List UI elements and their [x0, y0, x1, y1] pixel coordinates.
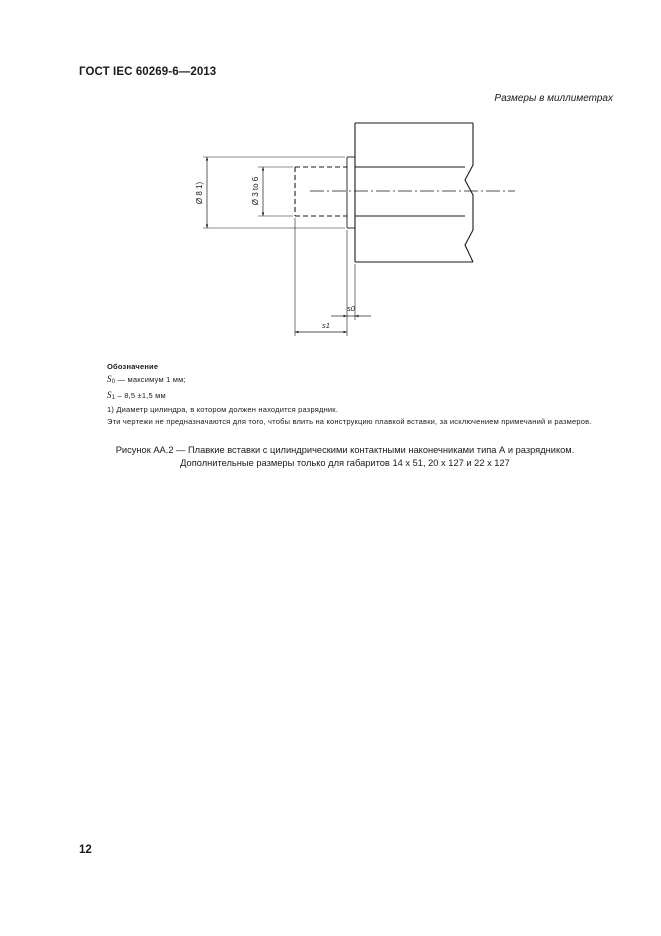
striker-envelope [295, 167, 347, 216]
dim-outer-diameter-label: Ø 8 1) [195, 181, 204, 205]
document-standard-header: ГОСТ IEC 60269-6—2013 [79, 66, 217, 78]
legend-s1-text: – 8,5 ±1,5 мм [115, 390, 166, 400]
dim-s1-label: s1 [322, 321, 330, 330]
page-number: 12 [79, 844, 92, 856]
units-note: Размеры в миллиметрах [494, 93, 613, 104]
legend-title: Обозначение [107, 362, 159, 371]
legend-s0-symbol: S [107, 374, 112, 385]
technical-drawing [0, 0, 661, 380]
cylinder-contact [355, 167, 465, 216]
dim-s0-label: s0 [347, 304, 355, 313]
legend-s1-symbol: S [107, 389, 112, 400]
legend-note: Эти чертежи не предназначаются для того, чтобы влить на конструкцию плавкой вставки, за исключением примечаний и размеров. [107, 417, 592, 427]
figure-caption [60, 444, 630, 469]
legend-s0-text: — максимум 1 мм; [115, 375, 186, 385]
contact-cap [347, 157, 355, 228]
legend-footnote: 1) Диаметр цилиндра, в котором должен находится разрядник. [107, 404, 339, 414]
figure-caption-line-1: Рисунок АА.2 — Плавкие вставки с цилиндрическими контактными наконечниками типа А и разрядником. [115, 445, 575, 455]
legend-s0 [107, 373, 617, 388]
legend [107, 361, 617, 428]
legend-s1 [107, 389, 617, 404]
legend-s0-subscript: 0 [111, 379, 116, 386]
figure-caption-line-2: Дополнительные размеры только для габаритов 14 x 51, 20 x 127 и 22 x 127 [180, 457, 510, 468]
extension-lines [203, 157, 355, 336]
fuse-body [355, 123, 473, 262]
dim-inner-diameter-label: Ø 3 to 6 [251, 176, 260, 206]
legend-s1-subscript: 1 [111, 394, 116, 401]
